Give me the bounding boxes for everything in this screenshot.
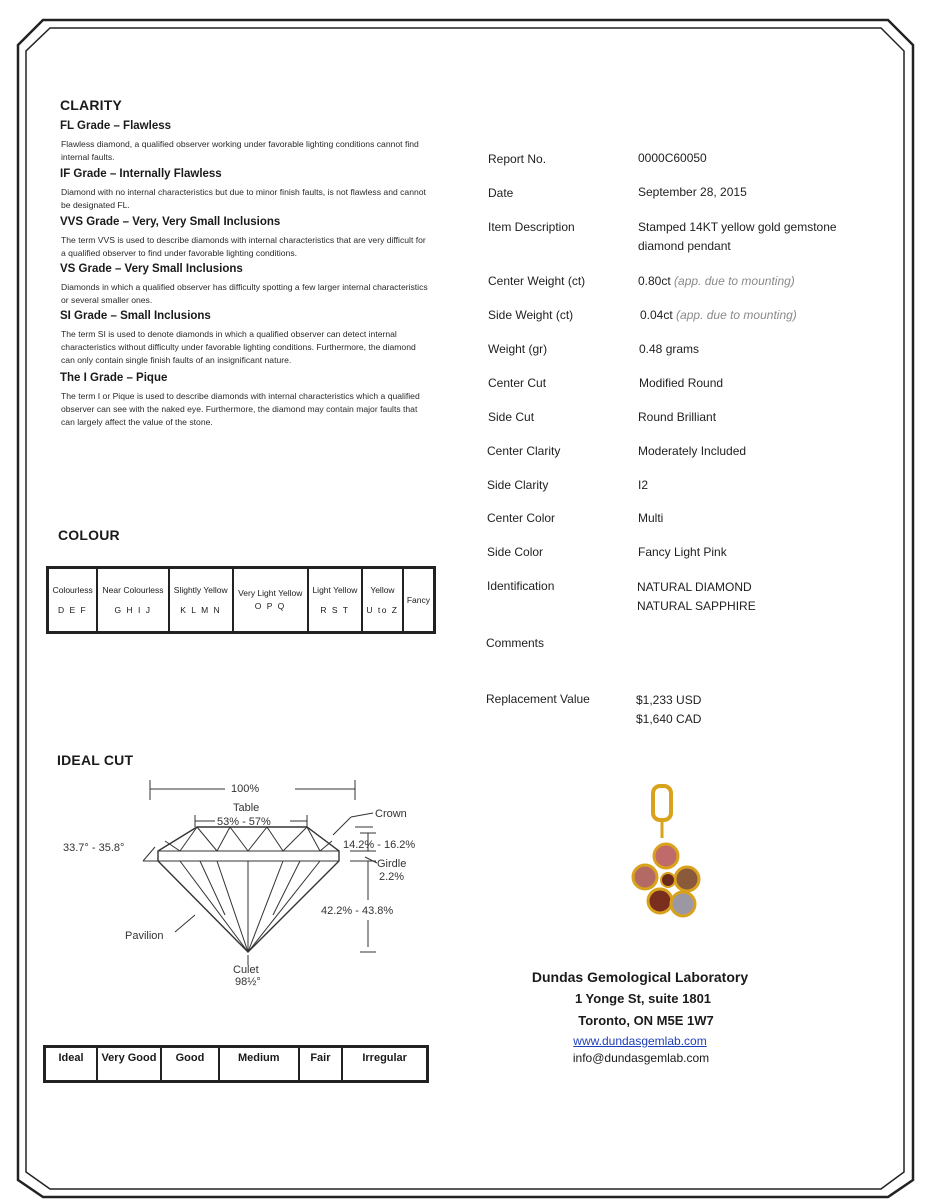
date-value: September 28, 2015 — [638, 185, 747, 199]
colour-cell — [308, 568, 362, 632]
cut-girdle-pct: 2.2% — [379, 871, 405, 883]
side-weight-amount: 0.04ct — [640, 308, 673, 322]
diamond-cut-diagram — [55, 775, 440, 990]
center-clarity-label: Center Clarity — [487, 444, 561, 458]
cut-pavilion-label: Pavilion — [125, 930, 164, 942]
colour-scale-table — [46, 566, 436, 634]
lab-name: Dundas Gemological Laboratory — [531, 969, 749, 985]
side-color-value: Fancy Light Pink — [638, 545, 727, 559]
ideal-cut-title: IDEAL CUT — [57, 752, 134, 768]
cut-girdle-label: Girdle — [377, 858, 407, 870]
report-no-label: Report No. — [488, 152, 547, 166]
grade-vs-text: Diamonds in which a qualified observer has difficulty spotting a few larger internal characteristics or several smaller ones. — [61, 282, 428, 305]
colour-title: COLOUR — [58, 527, 120, 543]
colour-label: Near Colourless — [102, 584, 164, 595]
item-description-value: Stamped 14KT yellow gold gemstone diamond pendant — [638, 220, 837, 253]
side-weight-value — [640, 306, 797, 325]
colour-letters: U to Z — [366, 604, 399, 615]
grade-vs-heading: VS Grade – Very Small Inclusions — [60, 263, 243, 275]
cut-grade-cell: Medium — [219, 1047, 299, 1081]
cut-table-range: 53% - 57% — [217, 816, 271, 828]
grade-si-text: The term SI is used to denote diamonds in which a qualified observer can detect internal characteristics without difficulty under favorable lighting conditions. Furthermore, the diamond can only contain single finish faults of an insignificant nature. — [61, 329, 416, 365]
replacement-cad: $1,640 CAD — [636, 712, 702, 726]
center-weight-amount: 0.80ct — [638, 274, 671, 288]
grade-vvs-heading: VVS Grade – Very, Very Small Inclusions — [60, 216, 281, 228]
colour-letters: O P Q — [254, 601, 286, 611]
colour-label: Slightly Yellow — [173, 584, 228, 595]
cut-table-label: Table — [233, 802, 260, 814]
side-clarity-value: I2 — [638, 478, 649, 492]
cut-crown-label: Crown — [375, 808, 407, 820]
grade-i-text: The term I or Pique is used to describe diamonds with internal characteristics which a qualified observer can see with the naked eye. Furthermore, the diamond may contain major faults that can largely affect the value of the stone. — [61, 391, 420, 427]
cut-grade-cell: Very Good — [97, 1047, 161, 1081]
cut-pavilion-depth: 42.2% - 43.8% — [321, 905, 394, 917]
report-no-value: 0000C60050 — [638, 151, 707, 165]
center-color-label: Center Color — [487, 511, 556, 525]
cut-crown-angle: 33.7° - 35.8° — [63, 842, 125, 854]
cut-grade-cell: Good — [161, 1047, 219, 1081]
identification-line: NATURAL DIAMOND — [637, 580, 752, 594]
pendant-photo — [625, 780, 715, 925]
cut-grade-cell: Fair — [299, 1047, 343, 1081]
cut-grade-table — [43, 1045, 429, 1083]
identification-label: Identification — [487, 579, 555, 593]
colour-cell — [169, 568, 233, 632]
cut-grade-cell: Irregular — [342, 1047, 427, 1081]
side-weight-note: (app. due to mounting) — [676, 308, 797, 322]
center-weight-value — [638, 272, 795, 291]
colour-letters: G H I J — [114, 604, 152, 615]
side-cut-value: Round Brilliant — [638, 410, 717, 424]
colour-label: Light Yellow — [312, 584, 358, 595]
grade-fl-text: Flawless diamond, a qualified observer working under favorable lighting conditions cannot find internal faults. — [61, 139, 419, 162]
cut-crown-height: 14.2% - 16.2% — [343, 839, 416, 851]
colour-label: Yellow — [370, 584, 395, 595]
lab-address-line2: Toronto, ON M5E 1W7 — [578, 1013, 714, 1028]
center-weight-note: (app. due to mounting) — [674, 274, 795, 288]
colour-letters: R S T — [320, 604, 350, 615]
center-color-value: Multi — [638, 511, 664, 525]
side-color-label: Side Color — [487, 545, 544, 559]
colour-letters: K L M N — [180, 604, 222, 615]
center-cut-label: Center Cut — [488, 376, 547, 390]
identification-line: NATURAL SAPPHIRE — [637, 599, 756, 613]
grade-i-heading: The I Grade – Pique — [60, 372, 168, 384]
colour-cell — [97, 568, 168, 632]
item-description-label: Item Description — [488, 220, 575, 234]
colour-cell — [403, 568, 434, 632]
grade-if-text: Diamond with no internal characteristics but due to minor finish faults, is not flawless and cannot be designated FL. — [61, 187, 426, 210]
lab-website-link[interactable]: www.dundasgemlab.com — [573, 1034, 707, 1048]
grade-if-heading: IF Grade – Internally Flawless — [60, 168, 222, 180]
colour-cell — [233, 568, 308, 632]
colour-label: Fancy — [406, 594, 430, 605]
lab-address-line1: 1 Yonge St, suite 1801 — [574, 991, 712, 1006]
colour-cell — [48, 568, 97, 632]
colour-label: Colourless — [52, 584, 93, 595]
date-label: Date — [488, 186, 514, 200]
cut-width-label: 100% — [231, 783, 260, 795]
lab-email: info@dundasgemlab.com — [572, 1051, 710, 1065]
cut-culet-pct: 98½° — [235, 976, 261, 988]
side-weight-label: Side Weight (ct) — [488, 308, 574, 322]
side-clarity-label: Side Clarity — [487, 478, 549, 492]
side-cut-label: Side Cut — [488, 410, 535, 424]
weight-gr-value: 0.48 grams — [639, 342, 700, 356]
weight-gr-label: Weight (gr) — [488, 342, 548, 356]
grade-si-heading: SI Grade – Small Inclusions — [60, 310, 211, 322]
comments-label: Comments — [486, 636, 545, 650]
replacement-value-label: Replacement Value — [486, 692, 590, 706]
colour-letters: D E F — [58, 604, 88, 615]
cut-culet-label: Culet — [233, 964, 259, 976]
center-clarity-value: Moderately Included — [638, 444, 747, 458]
cut-grade-cell: Ideal — [45, 1047, 97, 1081]
replacement-usd: $1,233 USD — [636, 693, 702, 707]
center-weight-label: Center Weight (ct) — [488, 274, 586, 288]
colour-label: Very Light Yellow — [238, 588, 303, 598]
colour-cell — [362, 568, 403, 632]
grade-vvs-text: The term VVS is used to describe diamonds with internal characteristics that are very difficult for a qualified observer to find under favorable lighting conditions. — [61, 235, 426, 258]
grade-fl-heading: FL Grade – Flawless — [60, 120, 172, 132]
clarity-title: CLARITY — [60, 97, 123, 113]
center-cut-value: Modified Round — [639, 376, 724, 390]
